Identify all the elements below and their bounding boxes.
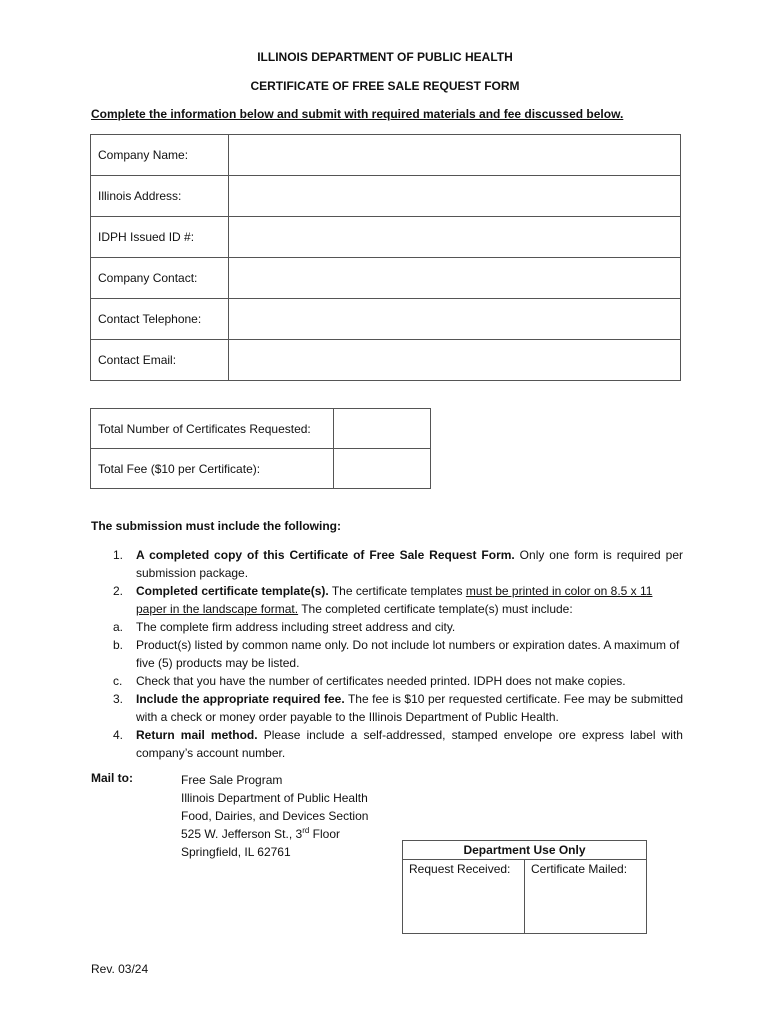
mail-to-label: Mail to: [91,771,133,785]
list-number: 1. [113,548,124,562]
list-number: 2. [113,584,124,598]
company-info-table [90,134,681,381]
total-certificates-label: Total Number of Certificates Requested: [91,409,334,449]
table-row [91,449,431,489]
table-row [91,340,681,381]
list-item [91,690,683,726]
department-use-title: Department Use Only [403,841,647,860]
mailing-address [181,771,368,861]
address-line: Food, Dairies, and Devices Section [181,809,369,823]
address-line: Free Sale Program [181,773,283,787]
item-bold-text: A completed copy of this Certificate of Free Sale Request Form. [136,548,515,562]
company-contact-field[interactable] [228,258,680,299]
contact-email-label: Contact Email: [91,340,229,381]
table-row [91,299,681,340]
certificate-mailed-cell[interactable]: Certificate Mailed: [525,860,647,934]
table-row [403,841,647,860]
item-text: The fee is $10 per requested certificate. Fee may be submitted with a check or money order payable to the Illinois Department of Public Health. [136,692,683,724]
item-bold-text: Include the appropriate required fee. [136,692,345,706]
instruction-text: Complete the information below and submit with required materials and fee discussed below. [91,107,624,121]
subitem-text: Product(s) listed by common name only. Do not include lot numbers or expiration dates. A maximum of five (5) products may be listed. [136,638,680,670]
table-row [91,217,681,258]
total-certificates-field[interactable] [334,409,431,449]
list-subitem [91,636,683,672]
list-item [91,546,683,582]
submission-list [91,546,683,762]
request-received-cell[interactable]: Request Received: [403,860,525,934]
ordinal-suffix: rd [302,826,310,835]
illinois-address-field[interactable] [228,176,680,217]
subitem-text: Check that you have the number of certificates needed printed. IDPH does not make copies. [136,674,626,688]
table-row [91,135,681,176]
list-subitem [91,672,683,690]
list-subitem [91,618,683,636]
department-use-table [402,840,647,934]
revision-label: Rev. 03/24 [91,962,149,976]
item-text: Only one form is required per submission package. [136,548,683,580]
total-fee-label: Total Fee ($10 per Certificate): [91,449,334,489]
table-row [91,409,431,449]
item-bold-text: Return mail method. [136,728,258,742]
list-number: 3. [113,692,124,706]
contact-telephone-field[interactable] [228,299,680,340]
contact-telephone-label: Contact Telephone: [91,299,229,340]
table-row [91,176,681,217]
fee-table [90,408,431,489]
submission-heading: The submission must include the following: [91,519,342,533]
company-contact-label: Company Contact: [91,258,229,299]
table-row [91,258,681,299]
table-row [403,860,647,934]
item-bold-text: Completed certificate template(s). [136,584,329,598]
total-fee-field[interactable] [334,449,431,489]
list-item [91,582,683,618]
company-name-label: Company Name: [91,135,229,176]
item-underline-text: must be printed in color on 8.5 x 11 paper in the landscape format. [136,584,653,616]
street-text: 525 W. Jefferson St., 3 [181,827,303,841]
idph-id-label: IDPH Issued ID #: [91,217,229,258]
item-text: Please include a self-addressed, stamped envelope ore express label with company’s account number. [136,728,683,760]
illinois-address-label: Illinois Address: [91,176,229,217]
floor-text: Floor [309,827,340,841]
address-line: Illinois Department of Public Health [181,791,368,805]
list-item [91,726,683,762]
subitem-letter: c. [113,674,123,688]
company-name-field[interactable] [228,135,680,176]
idph-id-field[interactable] [228,217,680,258]
item-text-continued: The completed certificate template(s) must include: [298,602,573,616]
subitem-letter: a. [113,620,124,634]
address-line: Springfield, IL 62761 [181,845,291,859]
address-line [181,825,368,843]
contact-email-field[interactable] [228,340,680,381]
item-text: The certificate templates [328,584,466,598]
agency-title: ILLINOIS DEPARTMENT OF PUBLIC HEALTH [257,50,513,64]
form-title: CERTIFICATE OF FREE SALE REQUEST FORM [250,79,520,93]
subitem-text: The complete firm address including street address and city. [136,620,456,634]
list-number: 4. [113,728,124,742]
subitem-letter: b. [113,638,124,652]
